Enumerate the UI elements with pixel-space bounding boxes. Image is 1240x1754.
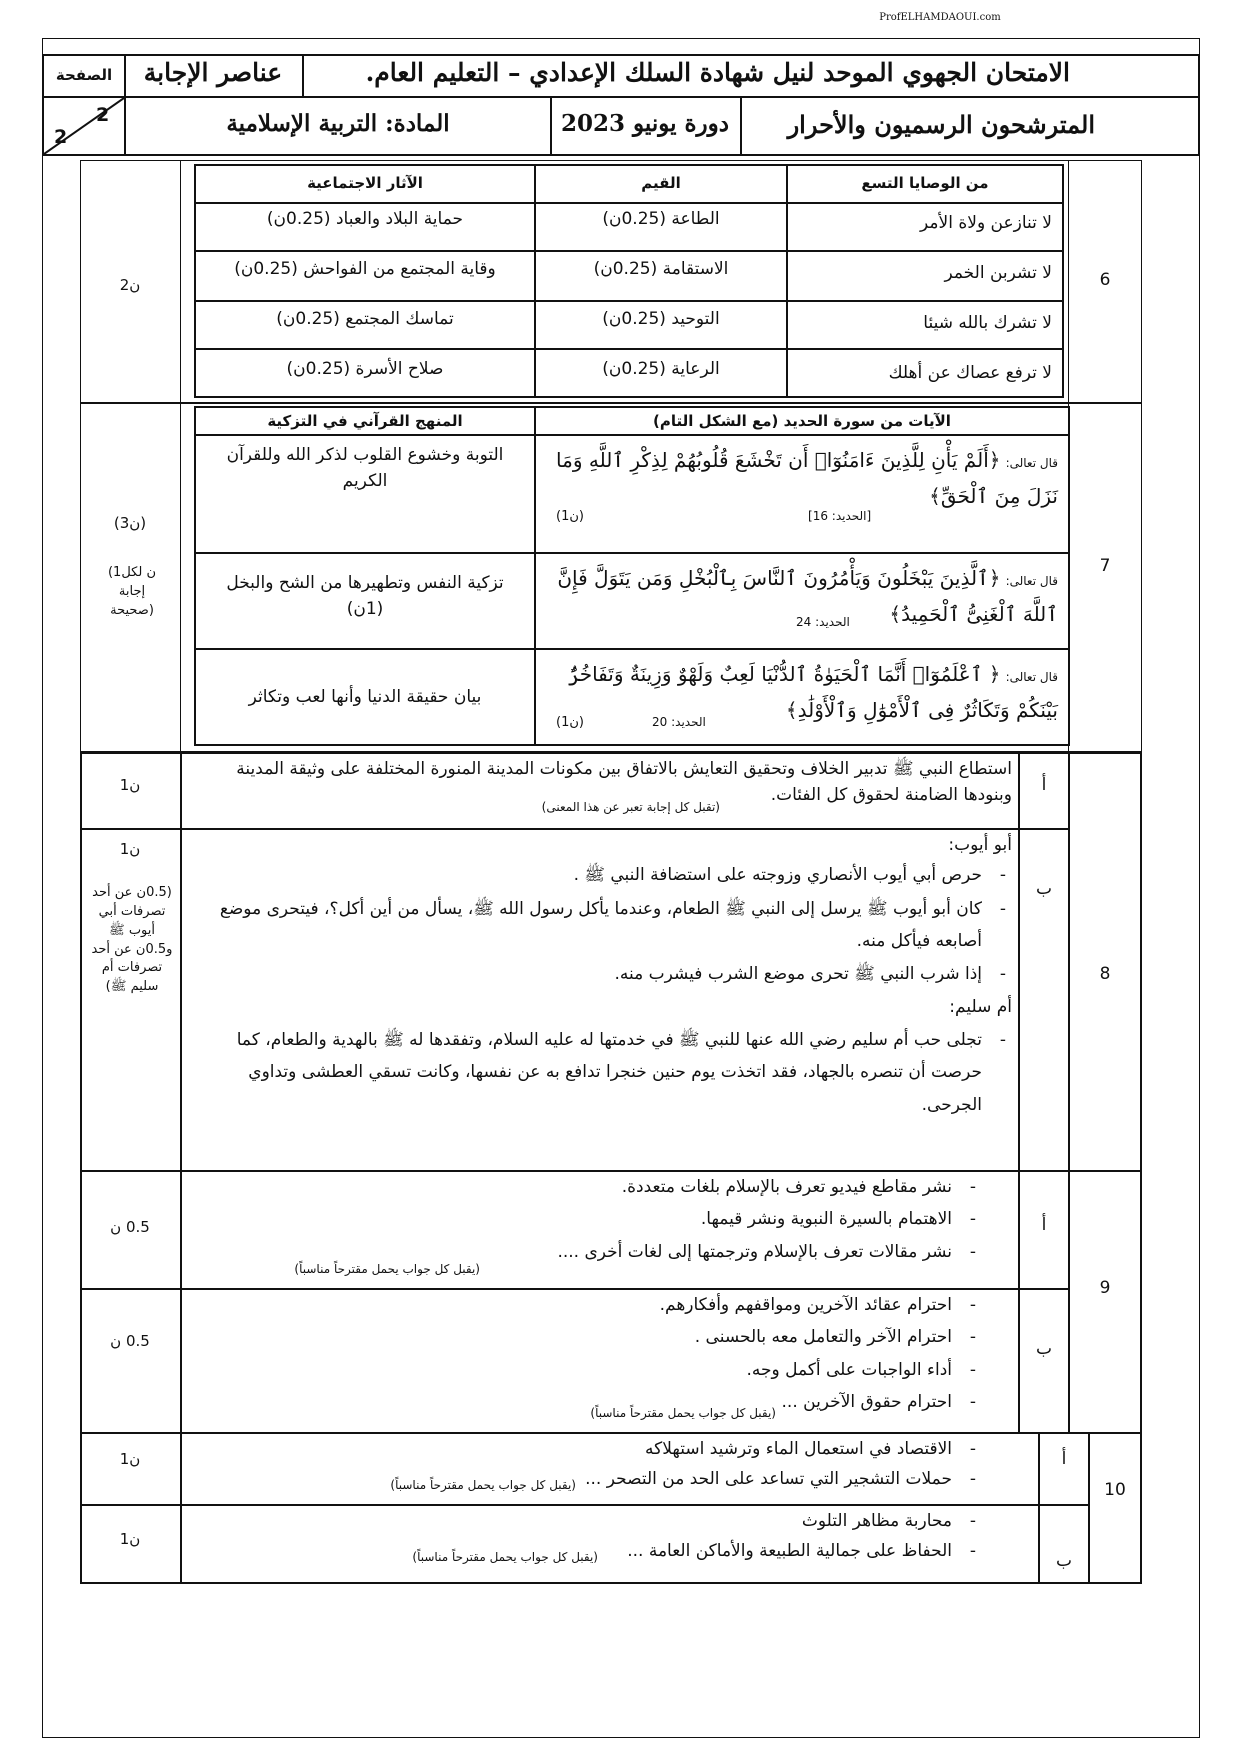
q8-b-person1-item-3: - إذا شرب النبي ﷺ تحرى موضع الشرب فيشرب منه. (196, 961, 1012, 987)
q8-score-divider (180, 752, 182, 1172)
q6-col-divider-2 (786, 166, 788, 396)
q10-a-letter: أ (1061, 1449, 1067, 1469)
q9-b-item-1: - احترام عقائد الآخرين ومواقفهم وأفكارهم. (196, 1292, 982, 1318)
q10-sub-divider (80, 1504, 1088, 1506)
q8-b-person1-item-2: - كان أبو أيوب ﷺ يرسل إلى النبي ﷺ الطعام، وعندما يأكل رسول الله ﷺ، يسأل من أين أكل؟، فيتحرى موضع أصابعه فيأكل منه. (196, 893, 1012, 958)
q9-b-score: 0.5 ن (110, 1332, 150, 1350)
q6-value-2: الاستقامة (0.25ن) (593, 259, 729, 279)
q9-sub-divider (80, 1288, 1068, 1290)
header-divider-4 (740, 96, 742, 156)
q7-header-line (196, 434, 1068, 436)
q8-a-note: (تقبل كل إجابة تعبر عن هذا المعنى) (541, 800, 720, 814)
q7-verse-intro-2: قال تعالى: (1005, 574, 1058, 588)
q9-b-item-2: - احترام الآخر والتعامل معه بالحسنى . (196, 1324, 982, 1350)
q6-value-4: الرعاية (0.25ن) (602, 359, 720, 379)
q9-b-item-4: - احترام حقوق الآخرين ... (196, 1389, 982, 1415)
q6-commandment-3: لا تشرك بالله شيئا (923, 313, 1052, 333)
q7-verse-2: ﴿ٱلَّذِينَ يَبْخَلُونَ وَيَأْمُرُونَ ٱلنَّاسَ بِٱلْبُخْلِ وَمَن يَتَوَلَّ فَإِنَّ ٱللَّهَ ٱلْغَنِىُّ ٱلْحَمِيدُ﴾ (557, 566, 1058, 626)
q8-b-person2-item-1: - تجلى حب أم سليم رضي الله عنها للنبي ﷺ في خدمتها له عليه السلام، وتفقدها له ﷺ بالهدية والطعام، كما حرصت أن تنصره بالجهاد، فقد اتخذت يوم حنين خنجرا تدافع به عن نفسها، وكانت تسقي العطشى وتداوي الجرحى. (196, 1024, 1012, 1121)
q7-col-verses: الآيات من سورة الحديد (مع الشكل التام) (653, 412, 951, 430)
q9-letter-divider (1018, 1170, 1020, 1434)
subject-label: المادة: التربية الإسلامية (226, 110, 450, 137)
q9-a-letter: أ (1041, 1215, 1047, 1235)
q8-a-letter: أ (1041, 775, 1047, 795)
q9-score-divider (180, 1170, 182, 1434)
q6-commandment-1: لا تنازعن ولاة الأمر (920, 213, 1052, 233)
q7-verse-ref-2: الحديد: 24 (796, 615, 850, 629)
q7-verse-3: ﴿ ٱعْلَمُوٓا۟ أَنَّمَا ٱلْحَيَوٰةُ ٱلدُّنْيَا لَعِبٌ وَلَهْوٌ وَزِينَةٌ وَتَفَاخُرٌۢ بَيْنَكُمْ وَتَكَاثُرٌ فِى ٱلْأَمْوَٰلِ وَٱلْأَوْلَٰدِ﴾ (567, 662, 1058, 722)
q10-a-item-2: - حملات التشجير التي تساعد على الحد من التصحر ... (196, 1466, 982, 1492)
q9-b-letter: ب (1035, 1339, 1052, 1359)
q7-col-divider (534, 408, 536, 744)
q10-b-note: (يقبل كل جواب يحمل مقترحاً مناسباً) (412, 1550, 598, 1564)
q6-effect-2: وقاية المجتمع من الفواحش (0.25ن) (234, 259, 496, 279)
q10-b-score: 1ن (119, 1530, 141, 1548)
q10-a-item-1: - الاقتصاد في استعمال الماء وترشيد استهلاكه (196, 1436, 982, 1462)
q7-table (194, 406, 1070, 746)
exam-title: الامتحان الجهوي الموحد لنيل شهادة السلك الإعدادي – التعليم العام. (365, 58, 1070, 87)
q6-row-line-1 (196, 250, 1062, 252)
session-label: دورة يونيو 2023 (560, 110, 730, 137)
q6-header-line (196, 202, 1062, 204)
q6-table (194, 164, 1064, 398)
q7-verse-block-1 (546, 442, 1058, 514)
q7-score: (3ن) (113, 514, 147, 532)
page-current: 2 (96, 104, 110, 126)
q8-number: 8 (1099, 964, 1111, 984)
page-label: الصفحة (55, 66, 113, 84)
q8-b-score: 1ن (119, 840, 141, 858)
q6-effect-3: تماسك المجتمع (0.25ن) (276, 309, 454, 329)
q6-value-1: الطاعة (0.25ن) (602, 209, 720, 229)
q10-number: 10 (1104, 1480, 1126, 1500)
answer-elements-label: عناصر الإجابة (143, 58, 283, 87)
q10-a-score: 1ن (119, 1450, 141, 1468)
q9-b-content (196, 1292, 1012, 1415)
header-divider-2 (302, 54, 304, 98)
q6-number: 6 (1099, 270, 1111, 290)
q9-a-score: 0.5 ن (110, 1218, 150, 1236)
q9-number: 9 (1099, 1278, 1111, 1298)
q7-score-note: (1ن لكل إجابة صحيحة) (107, 565, 156, 618)
q9-a-item-3: - نشر مقالات تعرف بالإسلام وترجمتها إلى لغات أخرى .... (196, 1239, 982, 1265)
q7-method-1: التوبة وخشوع القلوب لذكر الله وللقرآن الكريم (226, 445, 504, 492)
q7-verse-points-1: (1ن) (556, 509, 584, 524)
q6-num-divider (1068, 160, 1069, 404)
q7-verse-1: ﴿أَلَمْ يَأْنِ لِلَّذِينَ ءَامَنُوٓا۟ أَن تَخْشَعَ قُلُوبُهُمْ لِذِكْرِ ٱللَّهِ وَمَا نَزَلَ مِنَ ٱلْحَقِّ﴾ (556, 448, 1058, 508)
q7-method-3: بيان حقيقة الدنيا وأنها لعب وتكاثر (248, 687, 482, 707)
q10-a-content (196, 1436, 1032, 1493)
q10-num-divider (1088, 1432, 1090, 1584)
q10-b-item-2: - الحفاظ على جمالية الطبيعة والأماكن العامة ... (196, 1538, 982, 1564)
q9-a-item-2: - الاهتمام بالسيرة النبوية ونشر قيمها. (196, 1206, 982, 1232)
q10-b-letter: ب (1055, 1551, 1072, 1571)
watermark: ProfELHAMDAOUI.com (879, 12, 1001, 23)
q6-commandment-2: لا تشربن الخمر (944, 263, 1052, 283)
q6-col-effects: الآثار الاجتماعية (307, 174, 423, 192)
q6-row-line-2 (196, 300, 1062, 302)
q7-verse-ref-3: الحديد: 20 (652, 715, 706, 729)
q9-num-divider (1068, 1170, 1070, 1434)
q8-a-text: استطاع النبي ﷺ تدبير الخلاف وتحقيق التعايش بالاتفاق بين مكونات المدينة المنورة المختلفة على وثيقة المدينة وبنودها الضامنة لحقوق كل الفئات. (236, 759, 1012, 806)
q7-verse-intro-3: قال تعالى: (1005, 670, 1058, 684)
q7-verse-ref-1: [الحديد: 16] (808, 509, 872, 523)
q9-a-note: (يقبل كل جواب يحمل مقترحاً مناسباً) (294, 1262, 480, 1276)
q9-b-note: (يقبل كل جواب يحمل مقترحاً مناسباً) (590, 1406, 776, 1420)
q6-row-line-3 (196, 348, 1062, 350)
q8-sub-divider (80, 828, 1068, 830)
q7-method-2: تزكية النفس وتطهيرها من الشح والبخل (1ن) (226, 573, 504, 620)
q8-num-divider (1068, 752, 1070, 1172)
q7-score-divider (180, 402, 181, 752)
candidates-label: المترشحون الرسميون والأحرار (787, 110, 1095, 139)
q8-b-letter: ب (1035, 879, 1052, 899)
q7-number: 7 (1099, 556, 1111, 576)
q8-b-person2: أم سليم: (949, 996, 1012, 1017)
q7-row-line-2 (196, 648, 1068, 650)
q6-commandment-4: لا ترفع عصاك عن أهلك (888, 363, 1052, 383)
q8-letter-divider (1018, 752, 1020, 1172)
q7-verse-points-3: (1ن) (556, 715, 584, 730)
q8-b-score-note: (0.5ن عن أحد تصرفات أبي أيوب ﷺ و0.5ن عن أحد تصرفات أم سليم ﷺ) (91, 885, 173, 995)
q9-a-content (196, 1174, 1012, 1265)
q6-col-commandments: من الوصايا التسع (861, 174, 989, 192)
header-divider-1 (124, 54, 126, 156)
q8-b-person1-item-1: - حرص أبي أيوب الأنصاري وزوجته على استضافة النبي ﷺ . (196, 862, 1012, 888)
q9-a-item-1: - نشر مقاطع فيديو تعرف بالإسلام بلغات متعددة. (196, 1174, 982, 1200)
q7-col-method: المنهج القرآني في التزكية (267, 412, 463, 430)
q6-effect-1: حماية البلاد والعباد (0.25ن) (266, 209, 464, 229)
q10-a-note: (يقبل كل جواب يحمل مقترحاً مناسباً) (390, 1478, 576, 1492)
q7-verse-block-3 (546, 656, 1058, 728)
q6-score: 2ن (119, 276, 141, 294)
q6-effect-4: صلاح الأسرة (0.25ن) (286, 359, 444, 379)
q8-a-score: 1ن (119, 776, 141, 794)
q10-b-item-1: - محاربة مظاهر التلوث (196, 1508, 982, 1534)
q7-verse-intro-1: قال تعالى: (1005, 456, 1058, 470)
q10-b-content (196, 1508, 1032, 1565)
q8-b-person1: أبو أيوب: (948, 835, 1012, 855)
q8-b-content (196, 832, 1012, 1121)
q7-row-line-1 (196, 552, 1068, 554)
page-total: 2 (54, 126, 68, 148)
q6-col-values: القيم (641, 174, 681, 192)
q6-score-divider (180, 160, 181, 404)
q10-score-divider (180, 1432, 182, 1584)
q6-value-3: التوحيد (0.25ن) (602, 309, 720, 329)
q9-b-item-3: - أداء الواجبات على أكمل وجه. (196, 1357, 982, 1383)
